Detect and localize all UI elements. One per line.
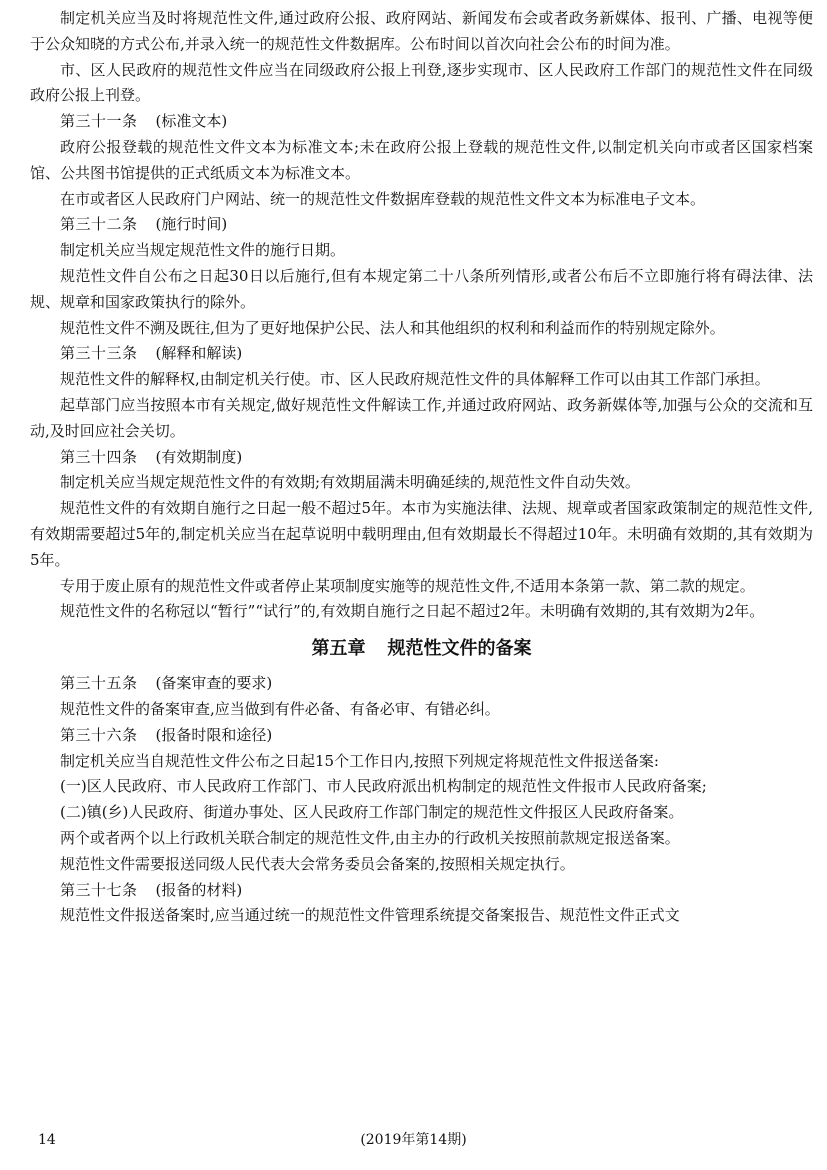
article-number: 第三十三条 <box>60 344 138 363</box>
paragraph: 规范性文件不溯及既往,但为了更好地保护公民、法人和其他组织的权利和利益而作的特别规定除外。 <box>60 318 725 337</box>
paragraph: 制定机关应当规定规范性文件的有效期;有效期届满未明确延续的,规范性文件自动失效。 <box>60 473 640 492</box>
article-heading <box>30 109 813 135</box>
article-heading <box>30 878 813 904</box>
article-title: (备案审查的要求) <box>155 674 273 693</box>
paragraph: 在市或者区人民政府门户网站、统一的规范性文件数据库登载的规范性文件文本为标准电子文本。 <box>60 189 706 208</box>
chapter-heading <box>30 635 813 663</box>
article-heading <box>30 341 813 367</box>
chapter-title: 规范性文件的备案 <box>387 638 532 660</box>
article-heading <box>30 445 813 471</box>
article-title: (施行时间) <box>155 215 228 234</box>
paragraph: 规范性文件报送备案时,应当通过统一的规范性文件管理系统提交备案报告、规范性文件正式文 <box>60 906 680 925</box>
paragraph: 制定机关应当规定规范性文件的施行日期。 <box>60 241 346 260</box>
document-body <box>30 6 813 929</box>
article-number: 第三十二条 <box>60 215 138 234</box>
paragraph: 规范性文件需要报送同级人民代表大会常务委员会备案的,按照相关规定执行。 <box>60 854 575 873</box>
article-title: (报备时限和途径) <box>155 725 273 744</box>
paragraph: 市、区人民政府的规范性文件应当在同级政府公报上刊登,逐步实现市、区人民政府工作部门的规范性文件在同级政府公报上刊登。 <box>30 60 813 105</box>
article-heading <box>30 671 813 697</box>
paragraph: 政府公报登载的规范性文件文本为标准文本;未在政府公报上登载的规范性文件,以制定机关向市或者区国家档案馆、公共图书馆提供的正式纸质文本为标准文本。 <box>30 137 813 182</box>
paragraph: 两个或者两个以上行政机关联合制定的规范性文件,由主办的行政机关按照前款规定报送备案。 <box>60 828 680 847</box>
article-number: 第三十七条 <box>60 880 138 899</box>
article-title: (有效期制度) <box>155 447 243 466</box>
article-number: 第三十一条 <box>60 112 138 131</box>
issue-label: (2019年第14期) <box>360 1132 467 1148</box>
article-title: (解释和解读) <box>155 344 243 363</box>
paragraph: 制定机关应当自规范性文件公布之日起15个工作日内,按照下列规定将规范性文件报送备案: <box>60 751 659 770</box>
article-number: 第三十四条 <box>60 447 138 466</box>
article-number: 第三十五条 <box>60 674 138 693</box>
article-heading <box>30 723 813 749</box>
paragraph: 规范性文件的名称冠以“暂行”“试行”的,有效期自施行之日起不超过2年。未明确有效期的,其有效期为2年。 <box>60 602 765 621</box>
article-number: 第三十六条 <box>60 725 138 744</box>
paragraph: 规范性文件的有效期自施行之日起一般不超过5年。本市为实施法律、法规、规章或者国家政策制定的规范性文件,有效期需要超过5年的,制定机关应当在起草说明中载明理由,但有效期最长不得超过10年。未明确有效期的,其有效期为5年。 <box>30 499 813 569</box>
paragraph: 规范性文件的解释权,由制定机关行使。市、区人民政府规范性文件的具体解释工作可以由其工作部门承担。 <box>60 370 770 389</box>
paragraph: (二)镇(乡)人民政府、街道办事处、区人民政府工作部门制定的规范性文件报区人民政府备案。 <box>60 803 684 822</box>
article-heading <box>30 212 813 238</box>
paragraph: 规范性文件自公布之日起30日以后施行,但有本规定第二十八条所列情形,或者公布后不立即施行将有碍法律、法规、规章和国家政策执行的除外。 <box>30 266 813 311</box>
article-title: (标准文本) <box>155 112 228 131</box>
paragraph: 规范性文件的备案审查,应当做到有件必备、有备必审、有错必纠。 <box>60 699 500 718</box>
paragraph: 起草部门应当按照本市有关规定,做好规范性文件解读工作,并通过政府网站、政务新媒体等,加强与公众的交流和互动,及时回应社会关切。 <box>30 395 813 440</box>
paragraph: 制定机关应当及时将规范性文件,通过政府公报、政府网站、新闻发布会或者政务新媒体、报刊、广播、电视等便于公众知晓的方式公布,并录入统一的规范性文件数据库。公布时间以首次向社会公布的时间为准。 <box>30 9 813 53</box>
paragraph: (一)区人民政府、市人民政府工作部门、市人民政府派出机构制定的规范性文件报市人民政府备案; <box>60 777 707 796</box>
paragraph: 专用于废止原有的规范性文件或者停止某项制度实施等的规范性文件,不适用本条第一款、第二款的规定。 <box>60 576 755 595</box>
chapter-number: 第五章 <box>311 638 366 660</box>
page-number: 14 <box>38 1132 56 1148</box>
article-title: (报备的材料) <box>155 880 243 899</box>
